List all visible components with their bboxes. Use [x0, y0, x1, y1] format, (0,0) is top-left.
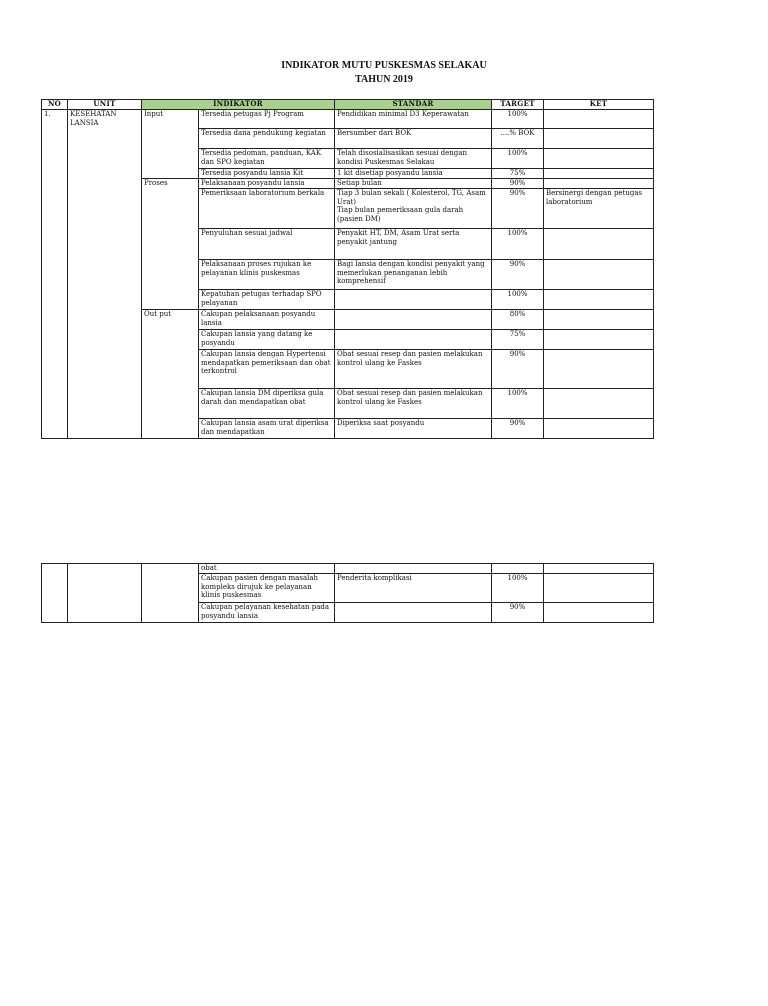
standar-cell [335, 310, 492, 330]
indikator-cell: Cakupan lansia dengan Hypertensi mendapatkan pemeriksaan dan obat terkontrol [199, 350, 335, 389]
ket-cell [544, 330, 654, 350]
indikator-cell: Kepatuhan petugas terhadap SPO pelayanan [199, 290, 335, 310]
target-cell: 90% [492, 179, 544, 189]
standar-cell: Obat sesuai resep dan pasien melakukan kontrol ulang ke Faskes [335, 389, 492, 419]
standar-cell: Bagi lansia dengan kondisi penyakit yang memerlukan penanganan lebih komprehensif [335, 260, 492, 290]
ket-cell [544, 564, 654, 574]
indicator-table [41, 99, 654, 439]
ket-cell [544, 110, 654, 129]
target-cell: 90% [492, 603, 544, 623]
unit-name: KESEHATAN LANSIA [68, 110, 142, 439]
indikator-cell: Tersedia dana pendukung kegiatan [199, 129, 335, 149]
indikator-cell: obat [199, 564, 335, 574]
ket-cell [544, 389, 654, 419]
target-cell: 75% [492, 169, 544, 179]
unit-empty [68, 564, 142, 623]
ket-cell [544, 574, 654, 603]
row-number: 1. [42, 110, 68, 439]
target-cell: 90% [492, 260, 544, 290]
standar-cell: Penyakit HT, DM, Asam Urat serta penyakit jantung [335, 229, 492, 260]
indikator-cell: Pemeriksaan laboratorium berkala [199, 189, 335, 229]
indikator-cell: Cakupan pasien dengan masalah kompleks dirujuk ke pelayanan klinis puskesmas [199, 574, 335, 603]
document-year: TAHUN 2019 [355, 74, 413, 85]
indikator-cell: Cakupan lansia yang datang ke posyandu [199, 330, 335, 350]
header-no: NO [42, 100, 68, 110]
standar-cell: 1 kit disetiap posyandu lansia [335, 169, 492, 179]
target-cell [492, 564, 544, 574]
document-title: INDIKATOR MUTU PUSKESMAS SELAKAU [281, 60, 487, 71]
target-cell: 100% [492, 149, 544, 169]
indikator-cell: Cakupan pelayanan kesehatan pada posyandu lansia [199, 603, 335, 623]
indikator-cell: Tersedia posyandu lansia Kit [199, 169, 335, 179]
indikator-cell: Cakupan lansia DM diperiksa gula darah dan mendapatkan obat [199, 389, 335, 419]
target-cell: 90% [492, 350, 544, 389]
target-cell: 90% [492, 189, 544, 229]
ket-cell [544, 179, 654, 189]
header-unit: UNIT [68, 100, 142, 110]
indicator-table-continued [41, 563, 654, 623]
ket-cell [544, 149, 654, 169]
header-target: TARGET [492, 100, 544, 110]
header-standar: STANDAR [335, 100, 492, 110]
ket-cell [544, 260, 654, 290]
header-indikator: INDIKATOR [142, 100, 335, 110]
target-cell: 100% [492, 574, 544, 603]
indikator-cell: Cakupan pelaksanaan posyandu lansia [199, 310, 335, 330]
ket-cell [544, 603, 654, 623]
ket-cell [544, 310, 654, 330]
ket-cell [544, 229, 654, 260]
standar-cell: Setiap bulan [335, 179, 492, 189]
group-output: Out put [142, 310, 199, 439]
target-cell: 100% [492, 389, 544, 419]
ket-cell [544, 419, 654, 439]
ket-cell: Bersinergi dengan petugas laboratorium [544, 189, 654, 229]
group-empty [142, 564, 199, 623]
ket-cell [544, 290, 654, 310]
target-cell: 100% [492, 110, 544, 129]
group-proses: Proses [142, 179, 199, 310]
table-row [42, 110, 654, 129]
standar-cell: Obat sesuai resep dan pasien melakukan kontrol ulang ke Faskes [335, 350, 492, 389]
standar-cell: Pendidikan minimal D3 Keperawatan [335, 110, 492, 129]
ket-cell [544, 169, 654, 179]
table-header-row [42, 100, 654, 110]
group-input: Input [142, 110, 199, 179]
standar-cell: Telah disosialisasikan sesuai dengan kondisi Puskesmas Selakau [335, 149, 492, 169]
standar-cell: Tiap 3 bulan sekali ( Kolesterol, TG, Asam Urat) Tiap bulan pemeriksaan gula darah (pasien DM) [335, 189, 492, 229]
indikator-cell: Pelaksanaan proses rujukan ke pelayanan klinis puskesmas [199, 260, 335, 290]
standar-cell: Bersumber dari BOK [335, 129, 492, 149]
target-cell: 90% [492, 419, 544, 439]
standar-cell [335, 564, 492, 574]
table-row [42, 564, 654, 574]
standar-cell [335, 603, 492, 623]
indikator-cell: Penyuluhan sesuai jadwal [199, 229, 335, 260]
indikator-cell: Tersedia pedoman, panduan, KAK dan SPO kegiatan [199, 149, 335, 169]
indikator-cell: Cakupan lansia asam urat diperiksa dan mendapatkan [199, 419, 335, 439]
target-cell: 80% [492, 310, 544, 330]
ket-cell [544, 129, 654, 149]
ket-cell [544, 350, 654, 389]
indikator-cell: Pelaksanaan posyandu lansia [199, 179, 335, 189]
target-cell: ....% BOK [492, 129, 544, 149]
standar-cell: Penderita komplikasi [335, 574, 492, 603]
standar-cell: Diperiksa saat posyandu [335, 419, 492, 439]
target-cell: 100% [492, 290, 544, 310]
target-cell: 75% [492, 330, 544, 350]
target-cell: 100% [492, 229, 544, 260]
standar-cell [335, 330, 492, 350]
indikator-cell: Tersedia petugas Pj Program [199, 110, 335, 129]
header-ket: KET [544, 100, 654, 110]
standar-cell [335, 290, 492, 310]
row-number-empty [42, 564, 68, 623]
